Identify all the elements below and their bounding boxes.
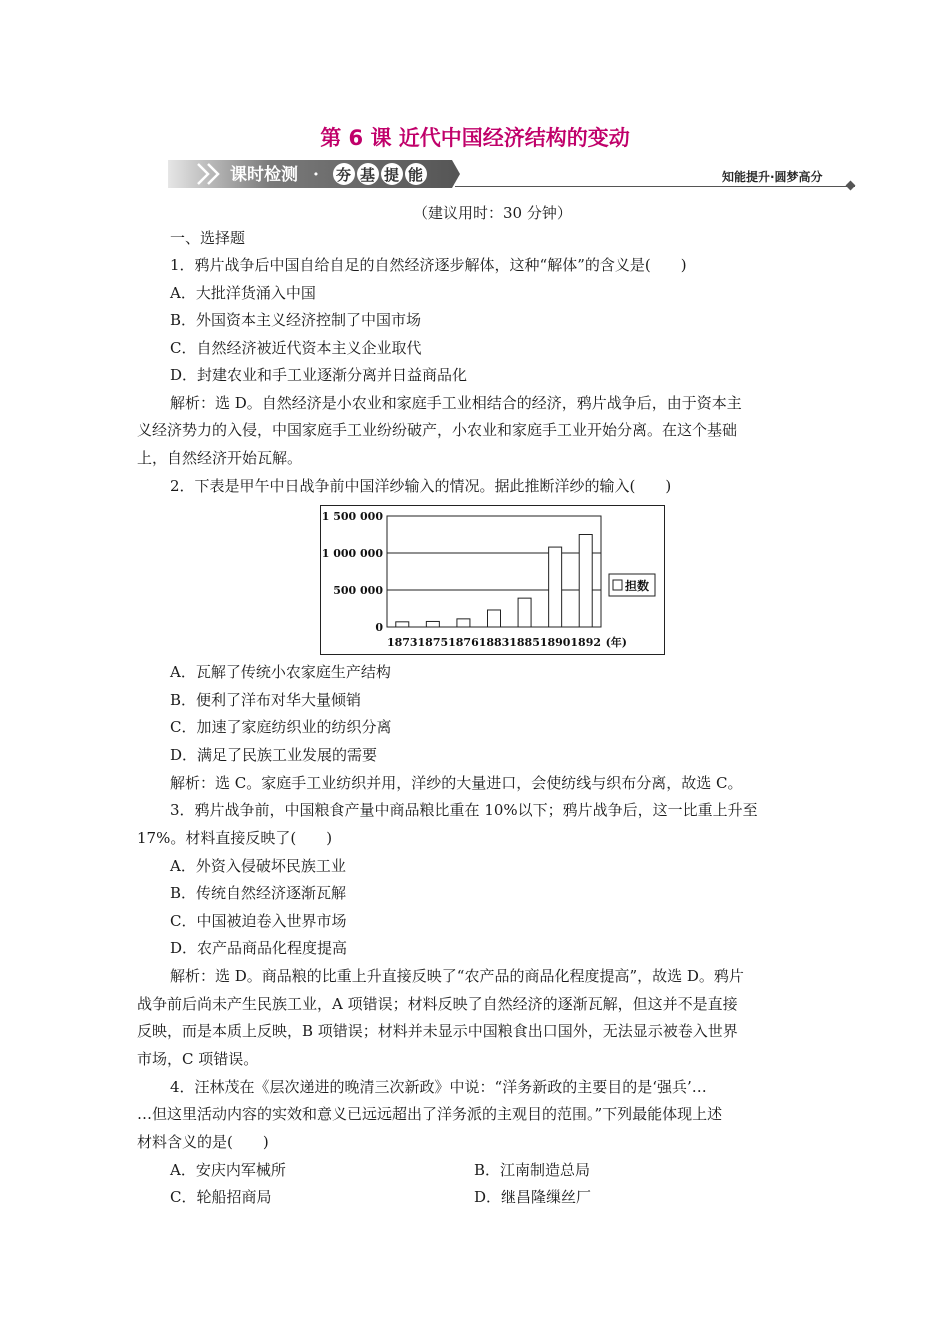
banner-char: 能 xyxy=(408,166,424,184)
question-stem: 17%。材料直接反映了( ) xyxy=(137,829,333,847)
analysis-line: 解析：选 C。家庭手工业纺织并用，洋纱的大量进口，会使纺线与织布分离，故选 C。 xyxy=(170,774,743,792)
question-stem: …但这里活动内容的实效和意义已远远超出了洋务派的主观目的范围。”下列最能体现上述 xyxy=(137,1105,723,1123)
analysis-line: 战争前后尚未产生民族工业，A 项错误；材料反映了自然经济的逐渐瓦解，但这并不是直接 xyxy=(137,995,738,1013)
section-heading: 一、选择题 xyxy=(170,229,246,247)
question-stem: 3．鸦片战争前，中国粮食产量中商品粮比重在 10%以下；鸦片战争后，这一比重上升至 xyxy=(170,801,758,819)
bar xyxy=(549,547,562,627)
question-stem: 4．汪林茂在《层次递进的晚清三次新政》中说：“洋务新政的主要目的是‘强兵’… xyxy=(170,1078,707,1096)
question-stem: 1．鸦片战争后中国自给自足的自然经济逐步解体，这种“解体”的含义是( ) xyxy=(170,256,687,274)
banner-char: 基 xyxy=(360,166,376,184)
legend-label: 担数 xyxy=(625,579,650,593)
banner-graphic xyxy=(168,160,460,188)
y-tick-label: 500 000 xyxy=(333,584,383,597)
option: D．农产品商品化程度提高 xyxy=(170,939,348,957)
banner-rule xyxy=(455,186,855,187)
option: A．安庆内军械所 xyxy=(170,1161,286,1179)
option: B．江南制造总局 xyxy=(474,1161,591,1179)
banner-char: 提 xyxy=(384,166,400,184)
banner-dot: · xyxy=(313,165,319,185)
y-tick-label: 1 000 000 xyxy=(321,547,383,560)
bar xyxy=(488,610,501,627)
banner-char: 夯 xyxy=(336,166,352,184)
bar xyxy=(579,535,592,628)
option: A．瓦解了传统小农家庭生产结构 xyxy=(170,663,391,681)
x-tick-label: 1883 xyxy=(478,636,510,649)
bar xyxy=(396,622,409,627)
option: C．中国被迫卷入世界市场 xyxy=(170,912,347,930)
question-stem: 材料含义的是( ) xyxy=(137,1133,269,1151)
bar xyxy=(457,619,470,627)
x-tick-label: 1892 xyxy=(570,636,602,649)
time-note: （建议用时：30 分钟） xyxy=(413,204,572,222)
option: D．继昌隆缫丝厂 xyxy=(474,1188,592,1206)
option: C．轮船招商局 xyxy=(170,1188,272,1206)
analysis-line: 反映，而是本质上反映，B 项错误；材料并未显示中国粮食出口国外，无法显示被卷入世界 xyxy=(137,1022,738,1040)
option: C．加速了家庭纺织业的纺织分离 xyxy=(170,718,392,736)
y-tick-label: 0 xyxy=(375,621,383,634)
analysis-line: 义经济势力的入侵，中国家庭手工业纷纷破产，小农业和家庭手工业开始分离。在这个基础 xyxy=(137,421,738,439)
diamond-icon xyxy=(846,181,856,191)
option: A．外资入侵破坏民族工业 xyxy=(170,857,346,875)
option: B．便利了洋布对华大量倾销 xyxy=(170,691,362,709)
page-title: 第 6 课 近代中国经济结构的变动 xyxy=(320,126,630,150)
question-stem: 2．下表是甲午中日战争前中国洋纱输入的情况。据此推断洋纱的输入( ) xyxy=(170,477,672,495)
bar-chart xyxy=(320,505,665,655)
analysis-line: 上，自然经济开始瓦解。 xyxy=(137,449,303,467)
analysis-line: 解析：选 D。商品粮的比重上升直接反映了“农产品的商品化程度提高”，故选 D。鸦片 xyxy=(170,967,744,985)
x-tick-label: 1885 xyxy=(509,636,540,649)
y-tick-label: 1 500 000 xyxy=(321,510,383,523)
x-tick-label: 1876 xyxy=(448,636,479,649)
x-tick-label: 1890 xyxy=(539,636,571,649)
option: D．封建农业和手工业逐渐分离并日益商品化 xyxy=(170,366,468,384)
analysis-line: 市场，C 项错误。 xyxy=(137,1050,259,1068)
option: B．外国资本主义经济控制了中国市场 xyxy=(170,311,422,329)
bar xyxy=(426,621,439,627)
banner-label: 课时检测 xyxy=(230,165,298,185)
chart-svg xyxy=(321,506,664,654)
option: C．自然经济被近代资本主义企业取代 xyxy=(170,339,422,357)
bar xyxy=(518,598,531,627)
legend-swatch xyxy=(613,580,622,590)
x-tick-label: 1875 xyxy=(417,636,449,649)
section-banner xyxy=(168,160,460,188)
analysis-line: 解析：选 D。自然经济是小农业和家庭手工业相结合的经济，鸦片战争后，由于资本主 xyxy=(170,394,742,412)
option: A．大批洋货涌入中国 xyxy=(170,284,316,302)
banner-slogan: 知能提升·圆梦高分 xyxy=(722,170,823,184)
option: B．传统自然经济逐渐瓦解 xyxy=(170,884,347,902)
x-tick-label: 1873 xyxy=(386,636,418,649)
option: D．满足了民族工业发展的需要 xyxy=(170,746,378,764)
x-axis-unit: (年) xyxy=(605,636,627,649)
